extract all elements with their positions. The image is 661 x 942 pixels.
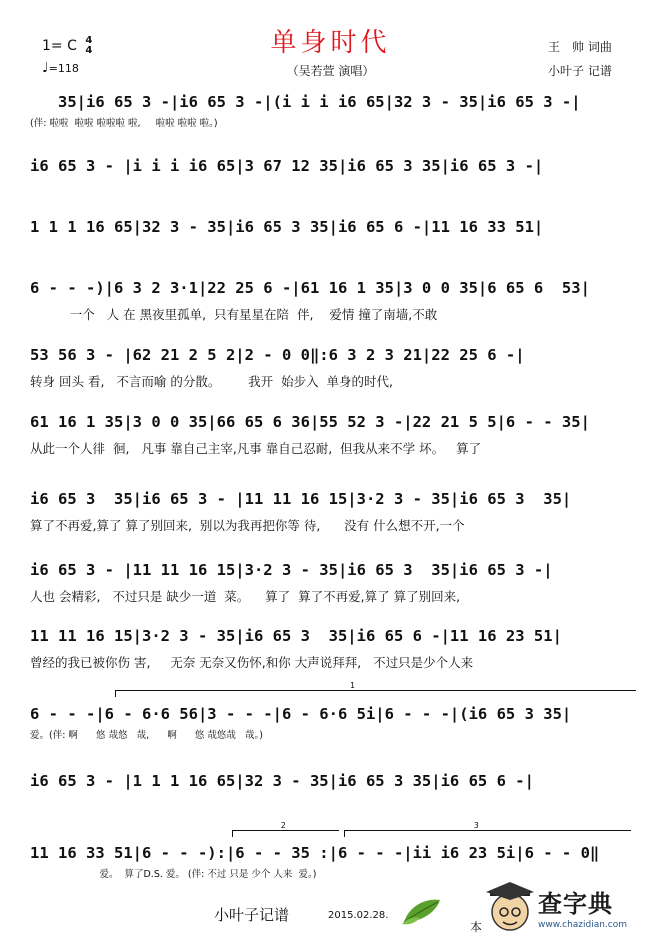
notes-line: i6 65 3 - |1 1 1 16 65|32 3 - 35|i6 65 3 35|i6 65 6 -|	[30, 772, 534, 790]
volta-2	[232, 821, 339, 837]
volta-1	[115, 681, 636, 697]
tempo-marking	[42, 60, 79, 76]
volta-label: 3	[473, 821, 479, 830]
lyrics-line: 从此一个人徘 徊, 凡事 靠自己主宰,凡事 靠自己忍耐, 但我从来不学 坏。 算了	[30, 441, 482, 456]
credit-transcriber: 小叶子 记谱	[548, 64, 612, 78]
lyrics-line: 人也 会精彩, 不过只是 缺少一道 菜。 算了 算了不再爱,算了 算了别回来,	[30, 589, 461, 604]
key-signature	[42, 36, 92, 56]
tempo-value: =118	[48, 62, 79, 75]
lyrics-line: 爱。(伴: 啊 悠 哉悠 哉, 啊 悠 哉悠哉 哉。)	[30, 730, 263, 741]
page-title: 单身时代	[270, 28, 391, 58]
lyrics-line	[30, 798, 635, 816]
time-signature	[85, 36, 92, 56]
footer-signature: 小叶子记谱	[214, 906, 290, 924]
lyrics-line	[30, 244, 635, 262]
volta-label: 1	[350, 681, 356, 690]
notes-line: 6 - - -|6 - 6·6 56|3 - - -|6 - 6·6 5i|6 - - -|(i6 65 3 35|	[30, 705, 572, 723]
time-bottom: 4	[85, 45, 93, 56]
quarter-note-icon: ♩	[42, 60, 49, 76]
notes-line: 53 56 3 - |62 21 2 5 2|2 - 0 0‖:6 3 2 3 21|22 25 6 -|	[30, 346, 525, 364]
footer-ben: 本	[470, 920, 483, 934]
notes-line: i6 65 3 35|i6 65 3 - |11 11 16 15|3·2 3 - 35|i6 65 3 35|	[30, 490, 572, 508]
logo-text: 查字典	[538, 890, 613, 918]
notes-line: i6 65 3 - |11 11 16 15|3·2 3 - 35|i6 65 3 35|i6 65 3 -|	[30, 561, 553, 579]
notes-line: 35|i6 65 3 -|i6 65 3 -|(i i i i6 65|32 3 - 35|i6 65 3 -|	[30, 93, 581, 111]
lyrics-line: 一个 人 在 黑夜里孤单, 只有星星在陪 伴, 爱情 撞了南墙,不敢	[30, 307, 438, 322]
notes-line: i6 65 3 - |i i i i6 65|3 67 12 35|i6 65 3 35|i6 65 3 -|	[30, 157, 544, 175]
notes-line: 1 1 1 16 65|32 3 - 35|i6 65 3 35|i6 65 6 -|11 16 33 51|	[30, 218, 544, 236]
notes-line: 11 16 33 51|6 - - -):|6 - - 35 :|6 - - -|ii i6 23 5i|6 - - 0‖	[30, 844, 600, 862]
footer-date: 2015.02.28.	[328, 910, 389, 921]
lyrics-line: 转身 回头 看, 不言而喻 的分散。 我开 始步入 单身的时代,	[30, 374, 393, 389]
logo-url: www.chazidian.com	[538, 920, 628, 930]
lyrics-line: 曾经的我已被你伤 害, 无奈 无奈又伤怀,和你 大声说拜拜, 不过只是少个人来	[30, 655, 474, 670]
time-top: 4	[85, 35, 93, 46]
lyrics-line	[30, 183, 635, 201]
notes-line: 61 16 1 35|3 0 0 35|66 65 6 36|55 52 3 -|22 21 5 5|6 - - 35|	[30, 413, 590, 431]
lyrics-line: 爱。 算了D.S. 爱。 (伴: 不过 只是 少个 人来 爱。)	[30, 869, 317, 880]
credit-lyrics-music: 王 帅 词曲	[548, 40, 612, 54]
volta-label: 2	[280, 821, 286, 830]
volta-3	[344, 821, 631, 837]
notes-line: 6 - - -)|6 3 2 3·1|22 25 6 -|61 16 1 35|3 0 0 35|6 65 6 53|	[30, 279, 590, 297]
page-subtitle: （吴若萱 演唱）	[286, 64, 375, 78]
leaf-icon	[400, 896, 444, 926]
notes-line: 11 11 16 15|3·2 3 - 35|i6 65 3 35|i6 65 6 -|11 16 23 51|	[30, 627, 562, 645]
lyrics-line: 算了不再爱,算了 算了别回来, 别以为我再把你等 待, 没有 什么想不开,一个	[30, 518, 465, 533]
key-label: 1= C	[42, 38, 77, 54]
lyrics-line: (伴: 啦啦 啦啦 啦啦啦 啦, 啦啦 啦啦 啦。)	[30, 118, 218, 129]
